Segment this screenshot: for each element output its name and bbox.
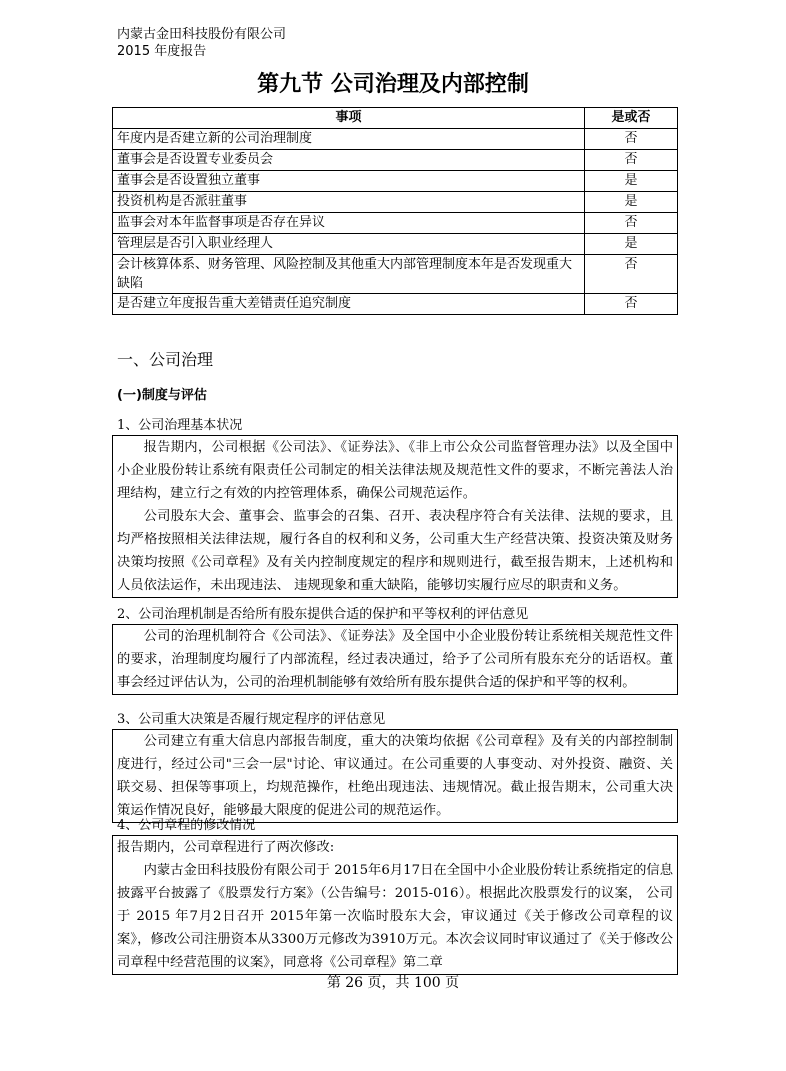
table-cell-answer: 否 [585,213,678,234]
text-box-governance-status [112,435,678,598]
text-box-articles-amendment [112,835,678,975]
paragraph-lead: 报告期内，公司章程进行了两次修改: [117,840,335,855]
table-cell-question: 管理层是否引入职业经理人 [113,234,585,255]
table-cell-answer: 否 [585,294,678,315]
table-header-row [113,108,678,129]
subsection-heading: (一)制度与评估 [117,388,207,403]
page-title: 第九节 公司治理及内部控制 [257,72,529,97]
header-company: 内蒙古金田科技股份有限公司 [117,27,287,42]
item-title-articles-amendment: 4、公司章程的修改情况 [117,818,256,833]
table-row [113,213,678,234]
page-header [117,26,286,60]
table-cell-question: 会计核算体系、财务管理、风险控制及其他重大内部管理制度本年是否发现重大缺陷 [113,255,585,294]
column-header-item: 事项 [113,108,585,129]
paragraph: 公司的治理机制符合《公司法》、《证券法》及全国中小企业股份转让系统相关规范性文件的要求，治理制度均履行了内部流程，经过表决通过，给予了公司所有股东充分的话语权。董事会经过评估认为，公司的治理机制能够有效给所有股东提供合适的保护和平等的权利。 [117,629,673,690]
table-cell-answer: 否 [585,129,678,150]
table-row [113,192,678,213]
text-box-shareholder-protection [112,624,678,695]
text-box-major-decisions [112,729,678,823]
table-row [113,171,678,192]
paragraph: 公司股东大会、董事会、监事会的召集、召开、表决程序符合有关法律、法规的要求，且均严格按照相关法律法规，履行各自的权利和义务，公司重大生产经营决策、投资决策及财务决策均按照《公司章程》及有关内控制度规定的程序和规则进行，截至报告期末，上述机构和人员依法运作，未出现违法、 违规现象和重大缺陷，能够切实履行应尽的职责和义务。 [117,509,673,593]
table-cell-answer: 否 [585,150,678,171]
table-cell-question: 监事会对本年监督事项是否存在异议 [113,213,585,234]
table-cell-answer: 是 [585,234,678,255]
table-cell-question: 投资机构是否派驻董事 [113,192,585,213]
table-row [113,234,678,255]
table-row [113,255,678,294]
paragraph: 内蒙古金田科技股份有限公司于 2015年6月17日在全国中小企业股份转让系统指定的信息披露平台披露了《股票发行方案》（公告编号：2015-016）。根据此次股票发行的议案， 公司于 2015 年7月2日召开 2015年第一次临时股东大会，审议通过《关于修改公司章程的议案》，修改公司注册资本从3300万元修改为3910万元。本次会议同时审议通过了《关于修改公司章程中经营范围的议案》，同意将《公司章程》第二章 [117,863,673,970]
table-cell-answer: 是 [585,171,678,192]
table-cell-answer: 是 [585,192,678,213]
governance-checklist-table [112,107,678,315]
table-row [113,294,678,315]
paragraph: 报告期内，公司根据《公司法》、《证券法》、《非上市公众公司监督管理办法》以及全国中小企业股份转让系统有限责任公司制定的相关法律法规及规范性文件的要求，不断完善法人治理结构，建立行之有效的内控管理体系，确保公司规范运作。 [117,440,673,501]
table-cell-question: 年度内是否建立新的公司治理制度 [113,129,585,150]
paragraph: 公司建立有重大信息内部报告制度，重大的决策均依据《公司章程》及有关的内部控制制度进行，经过公司"三会一层"讨论、审议通过。在公司重要的人事变动、对外投资、融资、关联交易、担保等事项上，均规范操作，杜绝出现违法、违规情况。截止报告期末，公司重大决策运作情况良好，能够最大限度的促进公司的规范运作。 [117,734,673,818]
table-row [113,150,678,171]
item-title-major-decisions: 3、公司重大决策是否履行规定程序的评估意见 [117,712,386,727]
item-title-shareholder-protection: 2、公司治理机制是否给所有股东提供合适的保护和平等权利的评估意见 [117,607,529,622]
column-header-answer: 是或否 [585,108,678,129]
table-cell-question: 董事会是否设置独立董事 [113,171,585,192]
section-heading: 一、公司治理 [117,350,214,369]
page-footer: 第 26 页，共 100 页 [326,975,460,991]
table-cell-question: 是否建立年度报告重大差错责任追究制度 [113,294,585,315]
table-cell-question: 董事会是否设置专业委员会 [113,150,585,171]
item-title-governance-status: 1、公司治理基本状况 [117,418,243,433]
table-row [113,129,678,150]
header-report: 2015 年度报告 [117,44,207,59]
table-cell-answer: 否 [585,255,678,294]
